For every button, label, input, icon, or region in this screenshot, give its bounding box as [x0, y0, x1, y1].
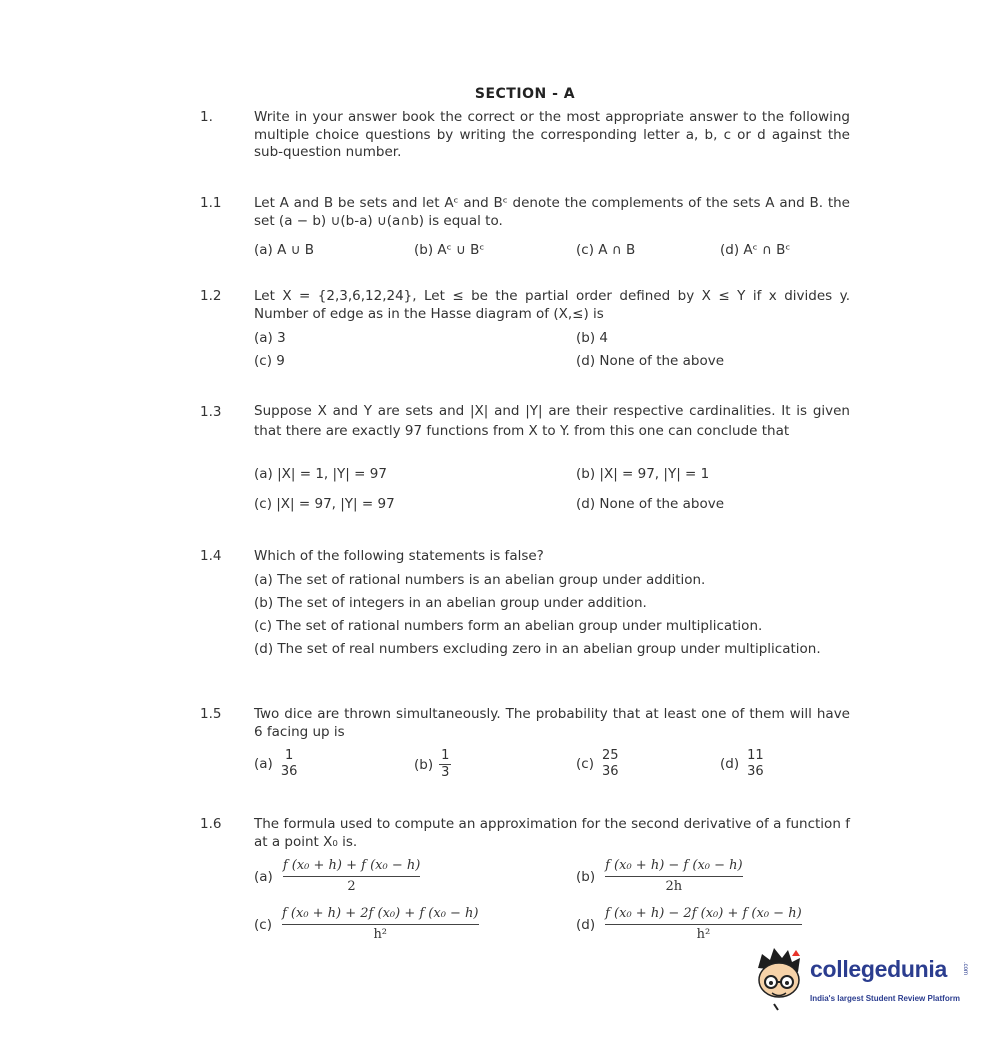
option-c: [254, 904, 479, 945]
option-label: (c): [576, 756, 594, 772]
option-b: (b) 4: [576, 330, 608, 346]
option-b: (b) Aᶜ ∪ Bᶜ: [414, 242, 485, 258]
formula: [283, 856, 420, 897]
option-label: (d): [720, 756, 740, 772]
option-a: [254, 748, 299, 780]
question-number: 1.5: [200, 706, 222, 722]
option-c: (c) The set of rational numbers form an abelian group under multiplication.: [254, 618, 763, 634]
question-text: Write in your answer book the correct or the most appropriate answer to the following multiple choice questions by writing the corresponding letter a, b, c or d against the sub-question number.: [254, 109, 850, 160]
numerator: 11: [747, 748, 764, 763]
mascot-icon: [752, 946, 808, 1012]
option-b: [576, 856, 743, 897]
denominator: h²: [605, 924, 802, 945]
question-number: 1.3: [200, 404, 222, 420]
option-b: (b) |X| = 97, |Y| = 1: [576, 466, 710, 482]
option-a: (a) The set of rational numbers is an abelian group under addition.: [254, 572, 706, 588]
question-number: 1.2: [200, 288, 222, 304]
denominator: 3: [441, 765, 450, 780]
option-label: (b): [576, 868, 596, 885]
option-d: (d) Aᶜ ∩ Bᶜ: [720, 242, 791, 258]
collegedunia-logo[interactable]: [752, 946, 982, 1016]
option-c: (c) A ∩ B: [576, 242, 636, 258]
question-text: Let X = {2,3,6,12,24}, Let ≤ be the partial order defined by X ≤ Y if x divides y. Number of edge as in the Hasse diagram of (X,≤) is: [254, 288, 850, 322]
option-d: (d) None of the above: [576, 496, 725, 512]
section-title: SECTION - A: [474, 86, 576, 102]
option-label: (b): [414, 756, 434, 773]
question-number: 1.: [200, 109, 213, 125]
numerator: f (x₀ + h) + f (x₀ − h): [282, 858, 421, 873]
denominator: 2: [283, 876, 420, 897]
option-c: [576, 748, 621, 780]
option-d: [720, 748, 766, 780]
question-text: The formula used to compute an approximation for the second derivative of a function f at a point X₀ is.: [254, 816, 850, 850]
question-number: 1.1: [200, 195, 222, 211]
option-label: (d): [576, 916, 596, 933]
question-text: Let A and B be sets and let Aᶜ and Bᶜ denote the complements of the sets A and B. the set (a − b) ∪(b-a) ∪(a∩b) is equal to.: [254, 195, 850, 229]
logo-wordmark: collegedunia: [810, 956, 947, 982]
numerator: 1: [284, 748, 294, 763]
question-text: Which of the following statements is false?: [254, 548, 544, 564]
question-number: 1.6: [200, 816, 222, 832]
logo-domain-suffix: .com: [962, 962, 968, 976]
formula: [605, 856, 742, 897]
question-text: Two dice are thrown simultaneously. The probability that at least one of them will have 6 facing up is: [254, 706, 850, 740]
numerator: f (x₀ + h) + 2f (x₀) + f (x₀ − h): [281, 906, 479, 921]
fraction: [439, 748, 451, 781]
fraction: [745, 748, 766, 780]
option-d: (d) The set of real numbers excluding zero in an abelian group under multiplication.: [254, 641, 821, 657]
formula: [282, 904, 479, 945]
option-a: (a) A ∪ B: [254, 242, 315, 258]
option-c: (c) |X| = 97, |Y| = 97: [254, 496, 395, 512]
denominator: 36: [747, 764, 764, 779]
option-b: (b) The set of integers in an abelian group under addition.: [254, 595, 647, 611]
numerator: 25: [601, 748, 619, 763]
option-a: (a) 3: [254, 330, 286, 346]
numerator: f (x₀ + h) − 2f (x₀) + f (x₀ − h): [605, 906, 802, 921]
numerator: 1: [441, 748, 450, 763]
option-label: (a): [254, 756, 273, 772]
option-c: (c) 9: [254, 353, 285, 369]
fraction: [600, 748, 621, 780]
logo-tagline: India's largest Student Review Platform: [810, 994, 960, 1003]
question-text: Suppose X and Y are sets and |X| and |Y| are their respective cardinalities. It is given that there are exactly 97 functions from X to Y. from this one can conclude that: [254, 403, 850, 439]
denominator: 36: [601, 764, 619, 779]
option-d: (d) None of the above: [576, 353, 725, 369]
option-a: [254, 856, 420, 897]
option-label: (a): [254, 868, 273, 885]
question-number: 1.4: [200, 548, 222, 564]
fraction: [279, 748, 300, 780]
denominator: 2h: [605, 876, 742, 897]
option-label: (c): [254, 916, 272, 933]
option-d: [576, 904, 802, 945]
option-b: [414, 748, 451, 781]
numerator: f (x₀ + h) − f (x₀ − h): [605, 858, 743, 873]
denominator: h²: [282, 924, 479, 945]
formula: [605, 904, 802, 945]
option-a: (a) |X| = 1, |Y| = 97: [254, 466, 387, 482]
denominator: 36: [280, 764, 298, 779]
